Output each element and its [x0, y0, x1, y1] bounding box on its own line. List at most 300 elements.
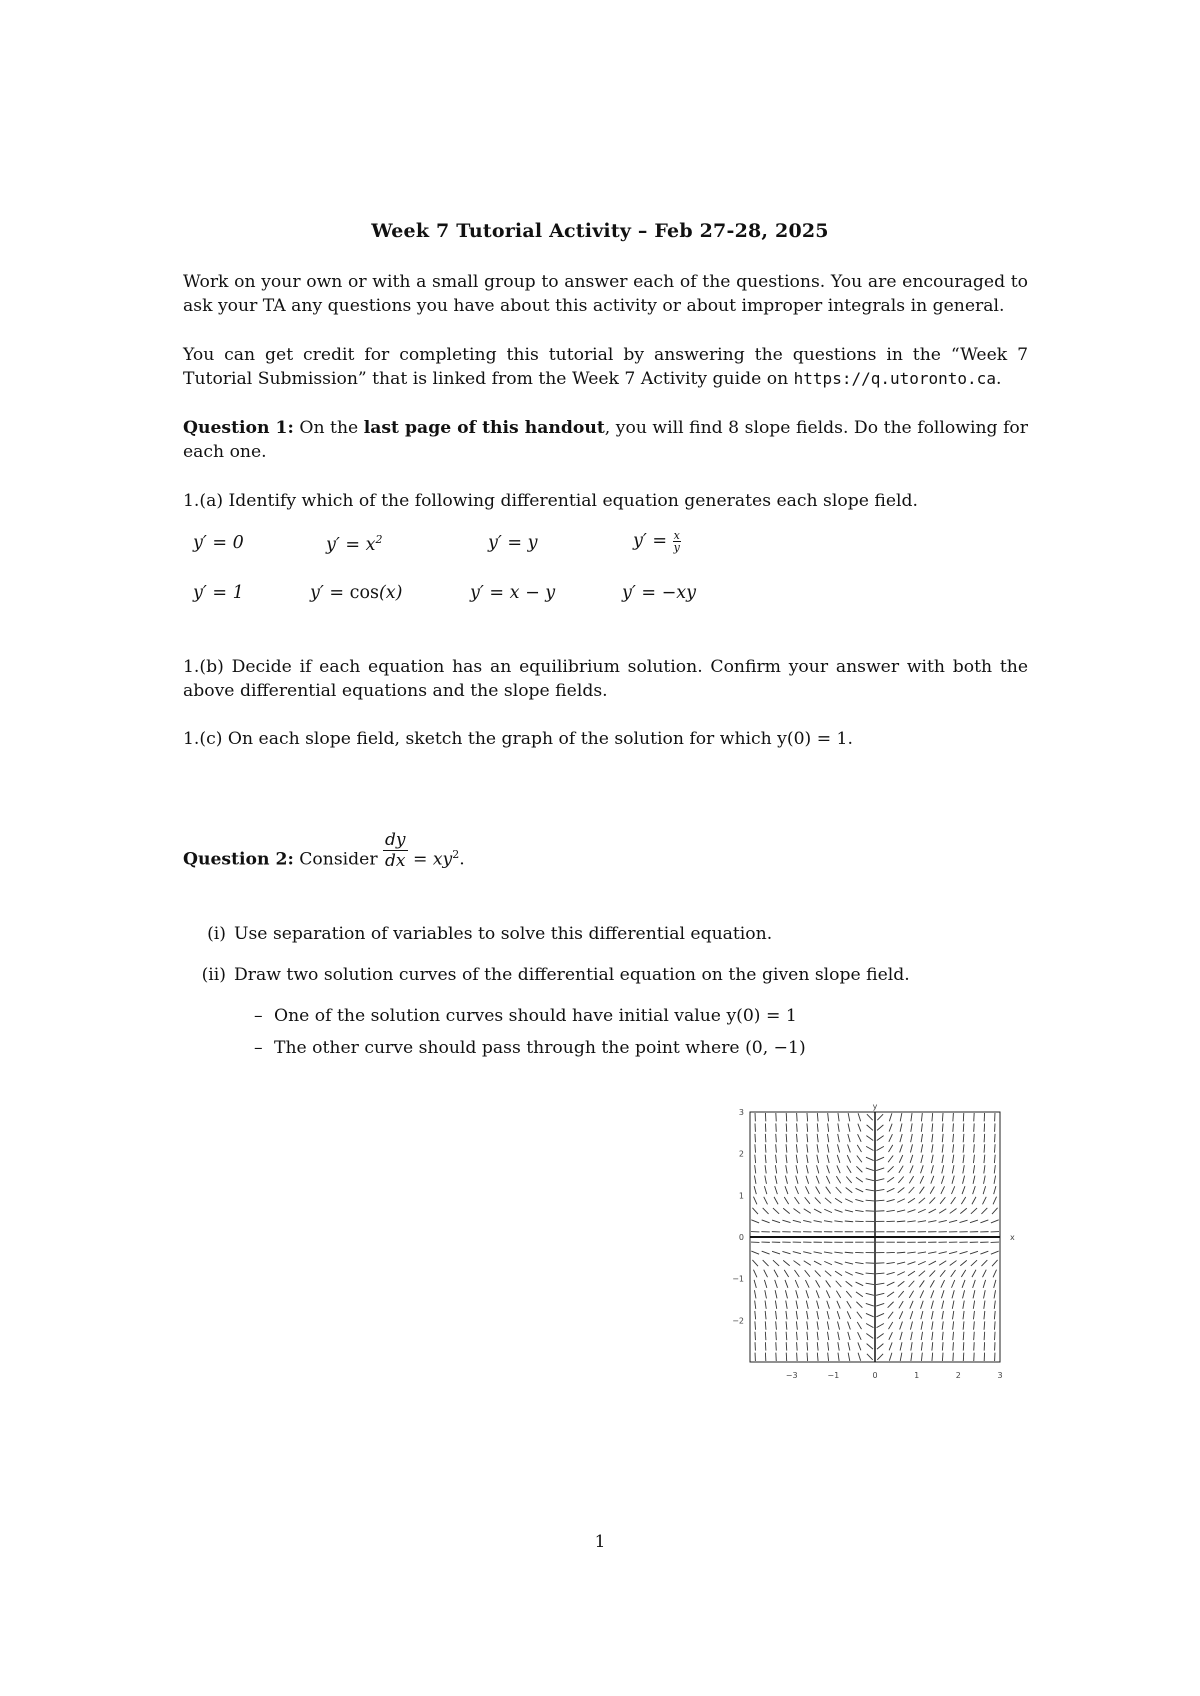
slope-segment	[973, 1280, 976, 1288]
slope-segment	[775, 1301, 776, 1309]
slope-segment	[817, 1113, 818, 1121]
equation-6-arg: (x)	[378, 583, 403, 603]
slope-segment	[796, 1144, 797, 1152]
slope-segment	[796, 1176, 798, 1184]
y-tick-label: 1	[738, 1191, 744, 1201]
slope-segment	[921, 1144, 923, 1152]
slope-segment	[995, 1134, 996, 1142]
slope-segment	[827, 1321, 829, 1329]
slope-segment	[970, 1220, 978, 1223]
slope-segment	[877, 1334, 884, 1339]
slope-segment	[940, 1197, 945, 1204]
slope-segment	[876, 1303, 884, 1306]
slope-segment	[889, 1124, 892, 1132]
slope-segment	[974, 1332, 975, 1340]
slope-segment	[846, 1188, 853, 1193]
y-tick-label: −1	[732, 1274, 744, 1284]
slope-segment	[786, 1134, 787, 1142]
slope-segment	[974, 1144, 975, 1152]
y-tick-label: −2	[732, 1316, 744, 1326]
slope-segment	[838, 1353, 839, 1361]
slope-segment	[932, 1144, 933, 1152]
slope-segment	[960, 1251, 968, 1253]
slope-segment	[783, 1208, 789, 1213]
slope-segment	[754, 1280, 756, 1288]
slope-segment	[775, 1290, 777, 1298]
equation-4	[633, 530, 681, 553]
slope-segment	[961, 1270, 965, 1277]
slope-segment	[825, 1198, 831, 1203]
q1-text-before: On the	[293, 418, 364, 438]
slope-segment	[931, 1311, 933, 1319]
slope-segment	[796, 1301, 798, 1309]
slope-segment	[866, 1334, 873, 1339]
slope-segment	[786, 1342, 787, 1350]
slope-segment	[848, 1342, 850, 1350]
slope-segment	[993, 1197, 996, 1205]
slope-segment	[755, 1144, 756, 1152]
slope-segment	[807, 1321, 808, 1329]
slope-segment	[776, 1321, 777, 1329]
credit-paragraph	[183, 343, 1028, 391]
item-marker: (i)	[207, 924, 226, 944]
slope-segment	[973, 1290, 975, 1298]
slope-segment	[866, 1136, 873, 1141]
slope-segment	[755, 1155, 756, 1163]
slope-segment	[807, 1144, 808, 1152]
slope-segment	[867, 1114, 873, 1120]
slope-segment	[963, 1123, 964, 1131]
slope-segment	[973, 1165, 974, 1173]
slope-segment	[963, 1290, 965, 1298]
slope-segment	[963, 1342, 964, 1350]
slope-segment	[858, 1332, 862, 1340]
x-tick-label: 3	[997, 1371, 1003, 1380]
slope-segment	[910, 1155, 913, 1163]
slope-segment	[942, 1123, 943, 1131]
slope-segment	[828, 1123, 829, 1131]
question-2-item-ii	[190, 963, 910, 987]
slope-segment	[858, 1134, 862, 1142]
slope-segment	[866, 1200, 874, 1201]
slope-segment	[940, 1270, 945, 1277]
slope-segment	[855, 1210, 863, 1211]
slope-segment	[942, 1353, 943, 1361]
slope-segment	[835, 1198, 842, 1203]
slope-segment	[876, 1189, 884, 1190]
slope-segment	[845, 1252, 853, 1253]
slope-segment	[848, 1113, 850, 1121]
slope-segment	[845, 1262, 853, 1264]
slope-segment	[931, 1155, 933, 1163]
slope-segment	[942, 1321, 943, 1329]
slope-segment	[980, 1220, 988, 1223]
slope-segment	[814, 1209, 821, 1213]
slope-segment	[876, 1273, 884, 1274]
slope-segment	[806, 1176, 809, 1184]
slope-segment	[836, 1281, 842, 1287]
slope-segment	[793, 1208, 800, 1213]
slope-segment	[994, 1311, 995, 1319]
slope-segment	[866, 1168, 874, 1171]
y-tick-label: 3	[738, 1108, 744, 1117]
slope-segment	[763, 1260, 769, 1266]
slope-segment	[974, 1134, 975, 1142]
equation-4-den: y	[673, 541, 680, 554]
slope-segment	[828, 1353, 829, 1361]
slope-segment	[785, 1290, 787, 1298]
slope-segment	[805, 1280, 809, 1288]
slope-segment	[992, 1260, 998, 1266]
slope-segment	[776, 1123, 777, 1131]
slope-segment	[963, 1321, 964, 1329]
slope-segment	[907, 1210, 915, 1213]
slope-segment	[765, 1144, 766, 1152]
question-2	[183, 829, 465, 872]
slope-segment	[921, 1155, 923, 1163]
slope-segment	[835, 1262, 843, 1265]
slope-segment	[900, 1342, 902, 1350]
slope-segment	[953, 1113, 954, 1121]
slope-segment	[887, 1282, 895, 1286]
slope-segment	[755, 1301, 756, 1309]
slope-segment	[887, 1272, 895, 1274]
x-tick-label: 1	[914, 1371, 920, 1380]
slope-segment	[807, 1134, 808, 1142]
slope-segment	[817, 1353, 818, 1361]
slope-segment	[794, 1197, 799, 1204]
slope-segment	[826, 1280, 831, 1287]
slope-segment	[931, 1290, 934, 1298]
slope-segment	[900, 1353, 902, 1361]
slope-segment	[814, 1252, 822, 1254]
slope-segment	[807, 1123, 808, 1131]
slope-segment	[960, 1260, 966, 1265]
slope-segment	[900, 1144, 903, 1152]
slope-segment	[817, 1165, 819, 1173]
slope-segment	[775, 1176, 777, 1184]
slope-segment	[973, 1311, 974, 1319]
slope-segment	[806, 1290, 809, 1298]
slope-segment	[765, 1332, 766, 1340]
slope-segment	[951, 1186, 954, 1194]
slope-segment	[909, 1187, 915, 1193]
slope-segment	[918, 1261, 926, 1264]
slope-segment	[817, 1311, 819, 1319]
equation-4-lhs: y′ =	[633, 531, 668, 551]
slope-segment	[764, 1270, 768, 1278]
slope-segment	[984, 1144, 985, 1152]
slope-segment	[886, 1210, 894, 1211]
slope-segment	[921, 1165, 924, 1173]
slope-segment	[804, 1261, 811, 1266]
slope-segment	[783, 1260, 789, 1265]
slope-segment	[877, 1114, 883, 1120]
slope-segment	[911, 1113, 912, 1121]
slope-segment	[838, 1332, 840, 1340]
slope-segment	[806, 1165, 808, 1173]
slope-segment	[786, 1155, 787, 1163]
slope-segment	[784, 1197, 788, 1204]
derivative-fraction	[383, 830, 408, 871]
slope-segment	[889, 1113, 892, 1121]
slope-segment	[772, 1251, 780, 1254]
slope-segment	[953, 1144, 954, 1152]
credit-end: .	[995, 369, 1002, 389]
slope-segment	[995, 1332, 996, 1340]
x-tick-label: −3	[785, 1371, 798, 1380]
slope-segment	[900, 1134, 902, 1142]
slope-segment	[949, 1220, 957, 1222]
slope-segment	[858, 1353, 861, 1361]
slope-segment	[775, 1186, 778, 1194]
slope-segment	[876, 1313, 884, 1316]
slope-segment	[971, 1208, 977, 1214]
equation-4-num: x	[673, 529, 680, 542]
slope-segment	[910, 1301, 913, 1309]
slope-segment	[991, 1220, 999, 1223]
slope-segment	[827, 1332, 828, 1340]
slope-segment	[827, 1144, 829, 1152]
slope-segment	[911, 1332, 913, 1340]
slope-segment	[994, 1280, 996, 1288]
slope-segment	[939, 1261, 946, 1266]
slope-segment	[939, 1209, 946, 1214]
slope-segment	[793, 1252, 801, 1254]
slope-segment	[824, 1209, 832, 1212]
slope-segment	[762, 1251, 770, 1254]
slope-segment	[919, 1187, 924, 1194]
slope-segment	[817, 1321, 818, 1329]
slope-segment	[816, 1186, 820, 1193]
slope-segment	[921, 1321, 923, 1329]
item-text: Draw two solution curves of the differential equation on the given slope field.	[234, 965, 910, 985]
slope-segment	[888, 1312, 893, 1319]
slope-segment	[888, 1322, 892, 1329]
slope-segment	[972, 1197, 976, 1204]
slope-segment	[918, 1209, 926, 1212]
slope-segment	[932, 1113, 933, 1121]
slope-segment	[963, 1311, 964, 1319]
slope-segment	[952, 1311, 953, 1319]
slope-segment	[963, 1165, 964, 1173]
subitem-dash: –	[254, 1006, 263, 1026]
slope-segment	[753, 1197, 756, 1205]
slope-segment	[963, 1144, 964, 1152]
slope-segment	[848, 1332, 850, 1340]
slope-segment	[805, 1270, 810, 1277]
slope-segment	[834, 1252, 842, 1253]
slope-segment	[857, 1156, 862, 1163]
equation-3: y′ = y	[488, 533, 538, 553]
slope-segment	[776, 1155, 777, 1163]
slope-segment	[817, 1144, 818, 1152]
slope-segment	[856, 1282, 864, 1286]
question-2-subitem-2	[254, 1036, 806, 1060]
equation-7: y′ = x − y	[470, 583, 556, 603]
slope-segment	[886, 1262, 894, 1263]
slope-segment	[921, 1332, 922, 1340]
slope-segment	[866, 1313, 874, 1316]
slope-segment	[931, 1301, 933, 1309]
slope-segment	[899, 1166, 903, 1173]
slope-segment	[907, 1262, 915, 1265]
slope-segment	[911, 1134, 913, 1142]
equation-8: y′ = −xy	[622, 583, 697, 603]
slope-segment	[876, 1283, 884, 1284]
slope-segment	[866, 1283, 874, 1284]
slope-segment	[835, 1210, 843, 1213]
slope-segment	[795, 1280, 798, 1288]
slope-segment	[825, 1271, 831, 1276]
slope-segment	[889, 1342, 892, 1350]
slope-segment	[764, 1280, 766, 1288]
equation-6	[310, 583, 403, 603]
slope-segment	[899, 1301, 903, 1308]
slope-segment	[797, 1342, 798, 1350]
course-link[interactable]: https://q.utoronto.ca	[793, 369, 996, 388]
slope-segment	[796, 1134, 797, 1142]
slope-segment	[817, 1332, 818, 1340]
slope-segment	[845, 1210, 853, 1212]
slope-segment	[981, 1260, 987, 1266]
slope-segment	[765, 1176, 767, 1184]
slope-segment	[857, 1145, 861, 1152]
slope-segment	[805, 1197, 810, 1204]
slope-segment	[857, 1312, 862, 1319]
slope-segment	[941, 1176, 944, 1184]
slope-segment	[953, 1353, 954, 1361]
slope-segment	[962, 1186, 965, 1194]
slope-segment	[950, 1208, 957, 1213]
slope-segment	[848, 1124, 850, 1132]
slope-segment	[911, 1123, 912, 1131]
slope-segment	[921, 1353, 922, 1361]
slope-segment	[765, 1311, 766, 1319]
slope-segment	[942, 1155, 943, 1163]
slope-segment	[887, 1199, 895, 1201]
slope-segment	[765, 1290, 767, 1298]
slope-segment	[984, 1311, 985, 1319]
slope-segment	[973, 1186, 976, 1194]
slope-segment	[837, 1165, 840, 1173]
slope-segment	[981, 1208, 987, 1214]
slope-segment	[876, 1293, 884, 1295]
slope-segment	[992, 1208, 998, 1214]
slope-segment	[888, 1156, 893, 1163]
slope-segment	[773, 1260, 779, 1266]
slope-segment	[817, 1155, 819, 1163]
slope-segment	[838, 1144, 840, 1152]
question-2-rhs-end: .	[459, 849, 465, 870]
slope-segment	[827, 1301, 830, 1309]
slope-segment	[932, 1332, 933, 1340]
slope-segment	[827, 1311, 829, 1319]
slope-segment	[796, 1165, 798, 1173]
slope-segment	[907, 1252, 915, 1253]
slope-segment	[939, 1220, 947, 1222]
slope-segment	[796, 1311, 797, 1319]
slope-segment	[804, 1209, 811, 1214]
slope-segment	[824, 1221, 832, 1222]
slope-segment	[807, 1155, 808, 1163]
question-1-label: Question 1:	[183, 418, 294, 438]
slope-segment	[838, 1113, 839, 1121]
slope-segment	[752, 1260, 758, 1266]
slope-segment	[807, 1332, 808, 1340]
slope-segment	[889, 1353, 892, 1361]
slope-segment	[876, 1179, 884, 1181]
slope-segment	[817, 1342, 818, 1350]
slope-segment	[856, 1166, 862, 1172]
slope-segment	[949, 1252, 957, 1254]
slope-segment	[900, 1332, 902, 1340]
slope-segment	[941, 1290, 944, 1298]
slope-segment	[795, 1186, 798, 1194]
slope-segment	[755, 1311, 756, 1319]
slope-segment	[837, 1301, 840, 1309]
slope-segment	[887, 1188, 895, 1192]
question-1b: 1.(b) Decide if each equation has an equilibrium solution. Confirm your answer with both the above differential equations and the slope fields.	[183, 657, 1028, 701]
slope-segment	[866, 1323, 873, 1327]
slope-segment	[898, 1177, 903, 1183]
equation-1: y′ = 0	[193, 533, 244, 553]
slope-segment	[806, 1301, 808, 1309]
equation-6-fn: cos	[349, 583, 379, 603]
slope-segment	[897, 1221, 905, 1222]
slope-segment	[942, 1342, 943, 1350]
slope-segment	[755, 1134, 756, 1142]
slope-segment	[909, 1176, 913, 1183]
equation-2-lhs: y′ = x	[326, 534, 376, 555]
slope-segment	[919, 1271, 925, 1276]
slope-segment	[952, 1155, 953, 1163]
slope-segment	[994, 1165, 995, 1173]
slope-segment	[836, 1187, 842, 1193]
slope-segment	[953, 1332, 954, 1340]
slope-segment	[846, 1177, 851, 1183]
slope-segment	[751, 1220, 759, 1223]
slope-segment	[754, 1176, 756, 1184]
derivative-num: dy	[385, 829, 406, 850]
slope-segment	[994, 1144, 995, 1152]
slope-segment	[786, 1144, 787, 1152]
slope-segment	[753, 1270, 756, 1278]
slope-segment	[835, 1271, 842, 1276]
slope-segment	[984, 1165, 985, 1173]
slope-segment	[932, 1342, 933, 1350]
slope-segment	[942, 1113, 943, 1121]
slope-segment	[973, 1301, 974, 1309]
slope-segment	[845, 1221, 853, 1222]
equation-2	[326, 533, 383, 555]
slope-segment	[898, 1281, 905, 1286]
slope-segment	[846, 1281, 853, 1286]
equation-2-sup: 2	[375, 533, 383, 546]
slope-segment	[754, 1186, 756, 1194]
slope-segment	[984, 1321, 985, 1329]
slope-segment	[773, 1208, 779, 1214]
slope-segment	[888, 1302, 894, 1308]
slope-segment	[877, 1146, 884, 1150]
slope-segment	[897, 1252, 905, 1253]
slope-segment	[929, 1197, 935, 1203]
slope-segment	[797, 1113, 798, 1121]
slope-segment	[900, 1113, 902, 1121]
slope-segment	[782, 1220, 790, 1222]
slope-segment	[921, 1311, 923, 1319]
slope-segment	[857, 1322, 861, 1329]
